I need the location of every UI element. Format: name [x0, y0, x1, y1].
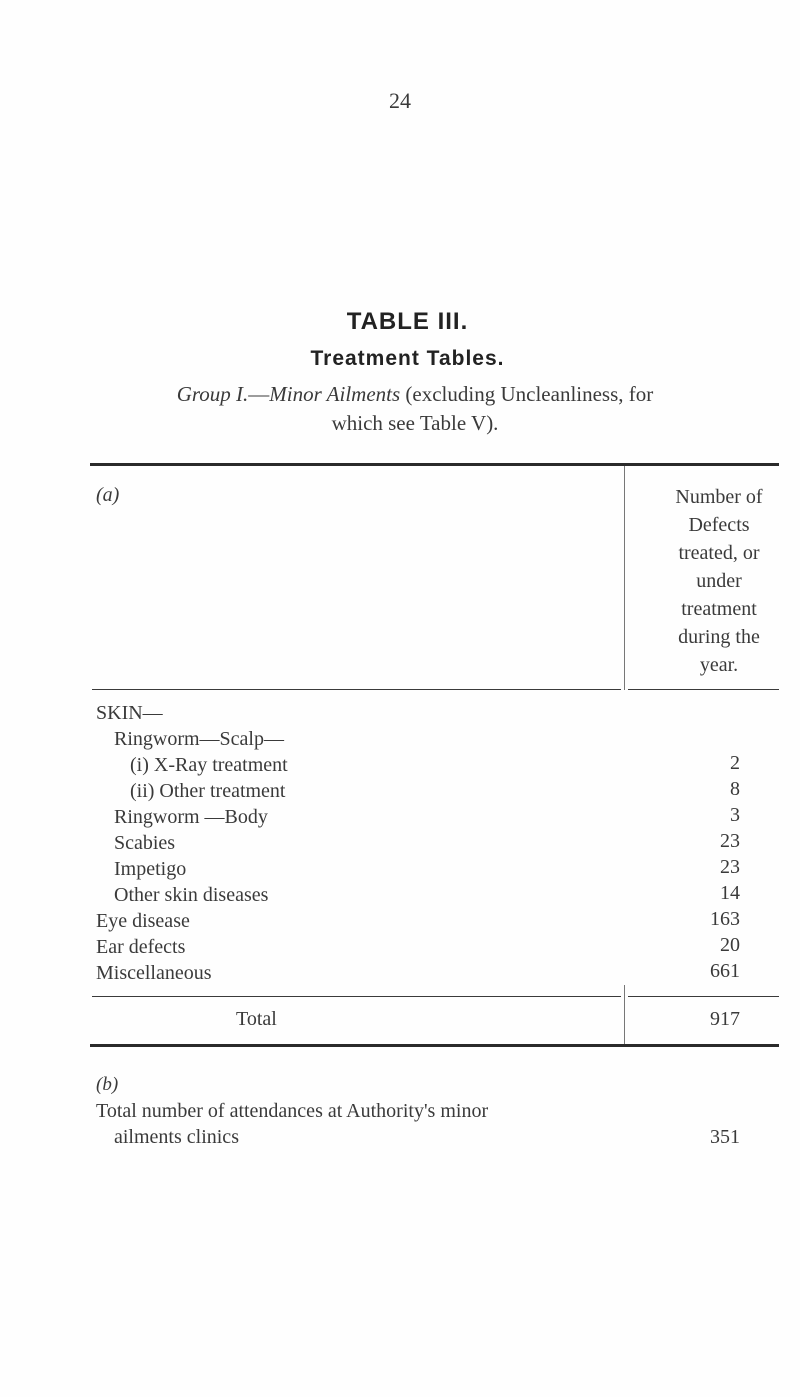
row-value-other-skin: 14: [720, 882, 740, 904]
row-label-eye: Eye disease: [96, 910, 190, 932]
row-label-scabies: Scabies: [114, 832, 176, 854]
table-subtitle: Treatment Tables.: [310, 347, 505, 370]
row-value-impetigo: 23: [720, 856, 740, 878]
page-number: 24: [389, 88, 411, 113]
row-label-other-treatment: (ii) Other treatment: [130, 780, 286, 802]
row-label-impetigo: Impetigo: [114, 858, 187, 880]
row-label-other-skin: Other skin diseases: [114, 884, 269, 906]
table-bottom-rule: [90, 1044, 779, 1047]
column-header-line: year.: [699, 654, 739, 676]
total-value: 917: [710, 1008, 740, 1030]
column-header: [638, 483, 800, 679]
row-label-misc: Miscellaneous: [96, 962, 212, 984]
row-value-other-treatment: 8: [730, 778, 740, 800]
row-label-skin: SKIN—: [96, 702, 163, 724]
section-b-line-1: Total number of attendances at Authority's minor: [96, 1100, 489, 1122]
total-rule-right: [628, 996, 779, 997]
row-value-eye: 163: [710, 908, 740, 930]
column-header-line: Number of: [675, 486, 763, 508]
section-b-label: (b): [96, 1074, 119, 1095]
header-rule-left: [92, 689, 621, 690]
header-column-divider: [624, 466, 625, 690]
row-label-ear: Ear defects: [96, 936, 186, 958]
row-value-misc: 661: [710, 960, 740, 982]
minor-ailments-label: Minor Ailments: [269, 382, 401, 406]
row-value-xray: 2: [730, 752, 740, 774]
header-rule-right: [628, 689, 779, 690]
section-a-label: (a): [96, 484, 120, 506]
table-top-rule: [90, 463, 779, 466]
column-header-line: treated, or: [678, 542, 760, 564]
group-label: Group I.: [176, 382, 249, 406]
row-label-xray: (i) X-Ray treatment: [130, 754, 288, 776]
row-value-scabies: 23: [720, 830, 740, 852]
column-header-line: Defects: [688, 514, 750, 536]
section-b-value: 351: [710, 1126, 740, 1148]
row-value-ear: 20: [720, 934, 740, 956]
total-rule-left: [92, 996, 621, 997]
intro-rest: (excluding Uncleanliness, for: [400, 382, 654, 406]
total-column-divider: [624, 985, 625, 1044]
column-header-line: during the: [678, 626, 760, 648]
column-header-line: under: [696, 570, 742, 592]
section-b-line-2: ailments clinics: [114, 1126, 239, 1148]
row-value-ringworm-body: 3: [730, 804, 740, 826]
row-label-ringworm-scalp: Ringworm—Scalp—: [114, 728, 284, 750]
intro-dash: —: [248, 382, 270, 406]
intro-line-1: [0, 380, 800, 409]
total-label: Total: [236, 1008, 277, 1030]
column-header-line: treatment: [681, 598, 757, 620]
intro-line-2: which see Table V).: [331, 411, 499, 435]
row-label-ringworm-body: Ringworm —Body: [114, 806, 268, 828]
table-title: TABLE III.: [346, 308, 469, 335]
